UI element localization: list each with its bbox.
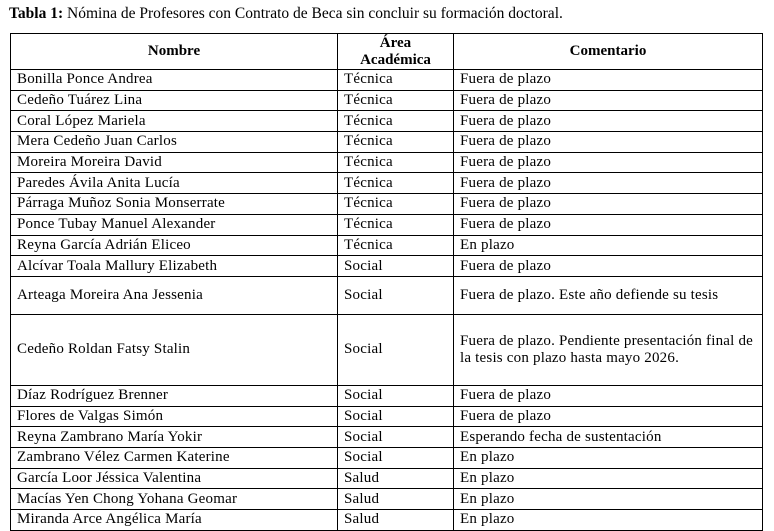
header-area-line2: Académica [360,51,431,68]
table-row [11,385,763,406]
cell-comentario: Fuera de plazo [454,173,763,194]
cell-area: Salud [338,489,454,510]
cell-area: Técnica [338,235,454,256]
cell-area: Técnica [338,90,454,111]
cell-area: Técnica [338,152,454,173]
table-row [11,276,763,314]
cell-comentario: En plazo [454,235,763,256]
cell-nombre: Alcívar Toala Mallury Elizabeth [11,256,338,277]
cell-nombre: Reyna Zambrano María Yokir [11,427,338,448]
cell-comentario: En plazo [454,489,763,510]
header-area [338,34,454,70]
table-row [11,256,763,277]
cell-comentario: Fuera de plazo. Este año defiende su tesis [454,276,763,314]
table-row [11,132,763,153]
cell-area: Técnica [338,132,454,153]
cell-nombre: Cedeño Roldan Fatsy Stalin [11,314,338,385]
cell-nombre: Macías Yen Chong Yohana Geomar [11,489,338,510]
table-row [11,406,763,427]
table-row [11,173,763,194]
cell-comentario: Fuera de plazo [454,90,763,111]
header-row [11,34,763,70]
cell-nombre: Díaz Rodríguez Brenner [11,385,338,406]
caption-label: Tabla 1: [9,5,64,22]
cell-nombre: Reyna García Adrián Eliceo [11,235,338,256]
table-row [11,90,763,111]
cell-area: Técnica [338,70,454,91]
cell-area: Social [338,314,454,385]
faculty-table [10,33,763,531]
cell-area: Salud [338,510,454,531]
table-row [11,111,763,132]
cell-comentario: Fuera de plazo [454,214,763,235]
cell-nombre: Arteaga Moreira Ana Jessenia [11,276,338,314]
cell-nombre: Paredes Ávila Anita Lucía [11,173,338,194]
table-row [11,152,763,173]
cell-area: Técnica [338,111,454,132]
header-area-line1: Área [379,34,412,51]
cell-comentario: Fuera de plazo [454,406,763,427]
table-body [11,70,763,531]
cell-comentario: Esperando fecha de sustentación [454,427,763,448]
cell-nombre: García Loor Jéssica Valentina [11,468,338,489]
table-row [11,194,763,215]
cell-nombre: Ponce Tubay Manuel Alexander [11,214,338,235]
table-row [11,235,763,256]
table-row [11,427,763,448]
cell-comentario: En plazo [454,447,763,468]
cell-nombre: Párraga Muñoz Sonia Monserrate [11,194,338,215]
table-row [11,70,763,91]
table-row [11,214,763,235]
cell-comentario: Fuera de plazo. Pendiente presentación final de la tesis con plazo hasta mayo 2026. [454,314,763,385]
cell-area: Social [338,427,454,448]
caption-text: Nómina de Profesores con Contrato de Beca sin concluir su formación doctoral. [67,5,563,22]
cell-nombre: Cedeño Tuárez Lina [11,90,338,111]
cell-comentario: Fuera de plazo [454,385,763,406]
header-nombre: Nombre [11,34,338,70]
cell-nombre: Coral López Mariela [11,111,338,132]
cell-comentario: Fuera de plazo [454,111,763,132]
cell-comentario: Fuera de plazo [454,132,763,153]
cell-area: Social [338,385,454,406]
cell-area: Salud [338,468,454,489]
cell-comentario: Fuera de plazo [454,152,763,173]
cell-area: Social [338,406,454,427]
table-caption [9,3,563,25]
cell-nombre: Mera Cedeño Juan Carlos [11,132,338,153]
table-row [11,510,763,531]
cell-area: Técnica [338,214,454,235]
cell-area: Social [338,276,454,314]
cell-area: Técnica [338,194,454,215]
cell-nombre: Zambrano Vélez Carmen Katerine [11,447,338,468]
cell-comentario: En plazo [454,468,763,489]
table-row [11,314,763,385]
cell-nombre: Flores de Valgas Simón [11,406,338,427]
cell-nombre: Miranda Arce Angélica María [11,510,338,531]
cell-comentario: En plazo [454,510,763,531]
table-row [11,447,763,468]
table-row [11,468,763,489]
cell-nombre: Moreira Moreira David [11,152,338,173]
table-row [11,489,763,510]
cell-comentario: Fuera de plazo [454,194,763,215]
cell-area: Social [338,447,454,468]
cell-area: Técnica [338,173,454,194]
cell-nombre: Bonilla Ponce Andrea [11,70,338,91]
cell-comentario: Fuera de plazo [454,70,763,91]
cell-area: Social [338,256,454,277]
header-comentario: Comentario [454,34,763,70]
cell-comentario: Fuera de plazo [454,256,763,277]
